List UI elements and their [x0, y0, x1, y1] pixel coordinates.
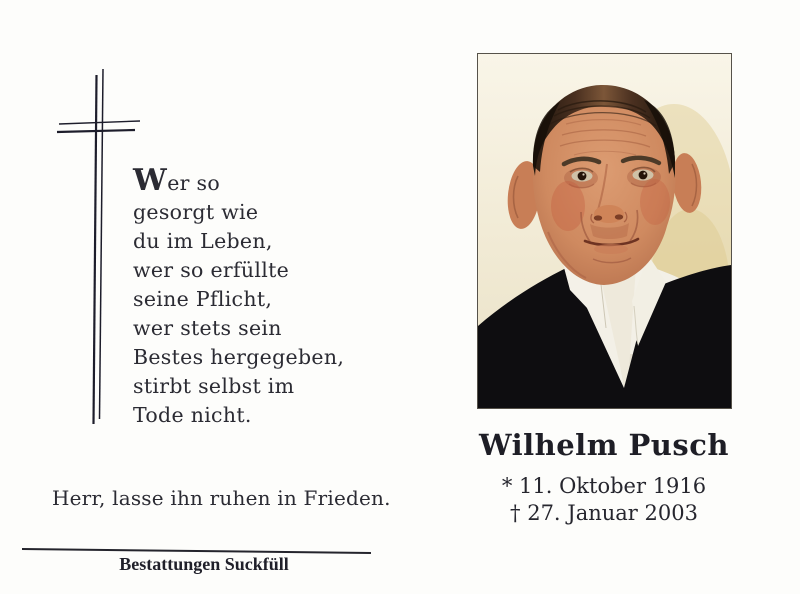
- poem-line: wer stets sein: [133, 316, 282, 340]
- funeral-home-name: Bestattungen Suckfüll: [119, 554, 289, 574]
- poem-line: Bestes hergegeben,: [133, 345, 345, 369]
- death-date: † 27. Januar 2003: [510, 501, 698, 525]
- poem-line-text: er so: [167, 171, 221, 195]
- poem-line: wer so erfüllte: [133, 258, 290, 282]
- life-dates: [458, 473, 750, 527]
- birth-date: * 11. Oktober 1916: [501, 474, 707, 498]
- deceased-name: Wilhelm Pusch: [479, 428, 729, 462]
- poem-line: Tode nicht.: [133, 403, 252, 427]
- poem-line: [133, 163, 344, 198]
- poem-line: gesorgt wie: [133, 200, 259, 224]
- poem-line: du im Leben,: [133, 229, 273, 253]
- portrait-photo: [477, 53, 732, 409]
- poem-line: seine Pflicht,: [133, 287, 273, 311]
- poem-drop-cap: W: [133, 163, 168, 198]
- poem-line: stirbt selbst im: [133, 374, 295, 398]
- memorial-poem: [133, 163, 345, 430]
- portrait-illustration: [478, 54, 731, 408]
- prayer-line: Herr, lasse ihn ruhen in Frieden.: [52, 486, 391, 510]
